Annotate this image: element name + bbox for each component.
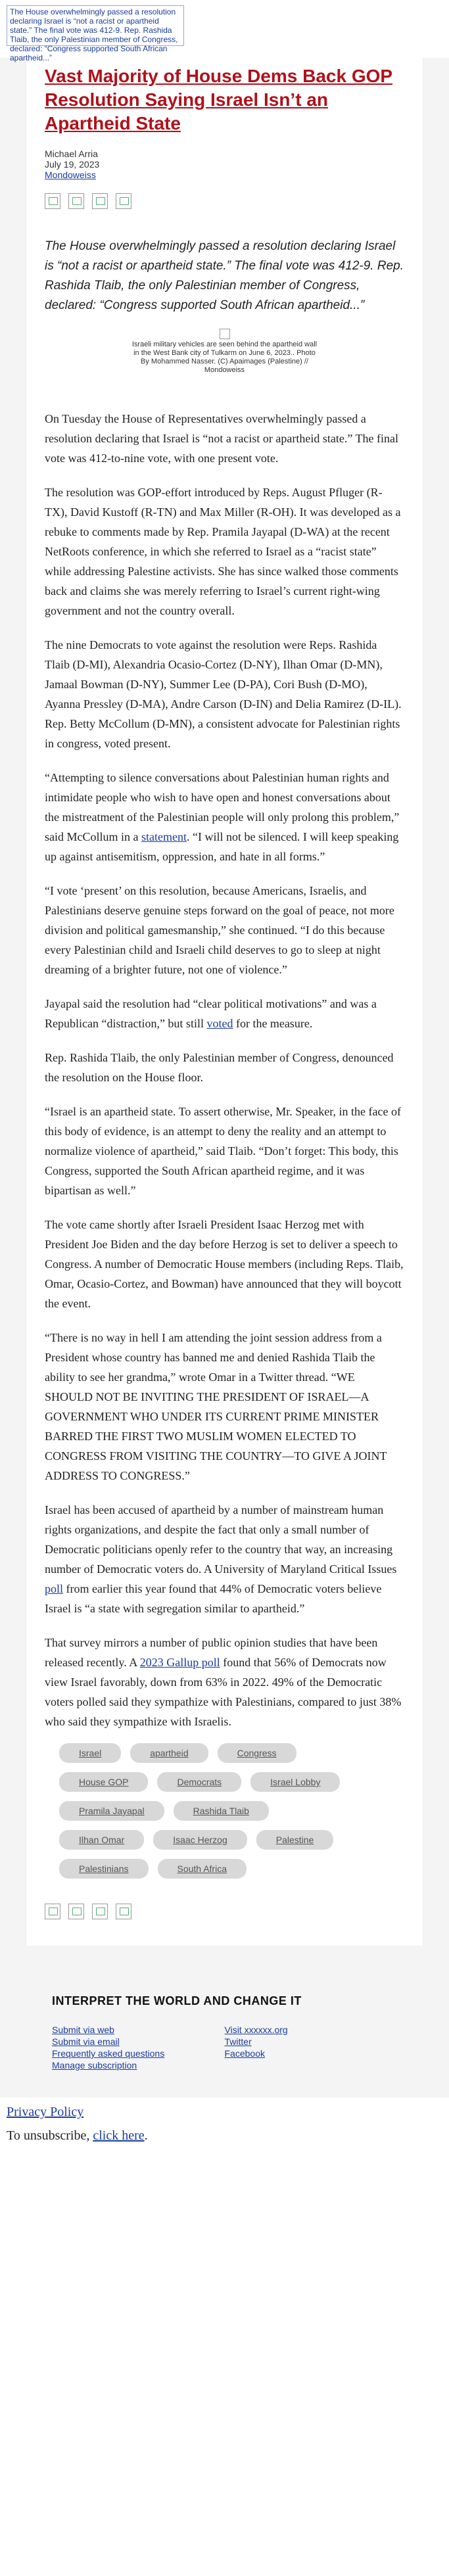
tag-palestine[interactable]: Palestine (256, 1830, 334, 1850)
tag-palestinians[interactable]: Palestinians (59, 1859, 149, 1879)
article-body (45, 409, 404, 1731)
tag-rashida-tlaib[interactable]: Rashida Tlaib (174, 1801, 269, 1821)
tag-israel[interactable]: Israel (59, 1743, 121, 1763)
source-link[interactable]: Mondoweiss (45, 170, 96, 180)
tag-south-africa[interactable]: South Africa (158, 1859, 247, 1879)
newsletter-body (0, 58, 449, 2097)
unsubscribe-link[interactable]: click here (93, 2128, 145, 2143)
footer-heading: INTERPRET THE WORLD AND CHANGE IT (52, 1994, 302, 2007)
paragraph: On Tuesday the House of Representatives overwhelmingly passed a resolution declaring that Israel is “not a racist or apartheid state.” The final vote was 412-to-nine vote, with one present vote. (45, 412, 398, 465)
tag-democrats[interactable]: Democrats (157, 1772, 241, 1792)
paragraph: The vote came shortly after Israeli President Isaac Herzog met with President Joe Biden and the day before Herzog is set to deliver a speech to Congress. A number of Democratic House members (including Reps. Tlaib, Omar, Ocasio-Cortez, and Bowman) have announced that they will boycott the event. (45, 1218, 404, 1310)
facebook-share-icon[interactable] (45, 1904, 60, 1919)
tag-congress[interactable]: Congress (218, 1743, 296, 1763)
tag-israel-lobby[interactable]: Israel Lobby (250, 1772, 340, 1792)
link-share-icon[interactable] (116, 1904, 131, 1919)
article-title[interactable]: Vast Majority of House Dems Back GOP Resolution Saying Israel Isn’t an Apartheid State (45, 66, 393, 133)
article-meta (45, 149, 404, 180)
paragraph: “Israel is an apartheid state. To assert otherwise, Mr. Speaker, in the face of this body of evidence, is an attempt to deny the reality and an attempt to normalize violence of apartheid,” said Tlaib. “Don’t forget: This body, this Congress, supported the South African apartheid regime, and it was bipartisan as well.” (45, 1105, 401, 1197)
tag-house-gop[interactable]: House GOP (59, 1772, 148, 1792)
submit-email-link[interactable]: Submit via email (52, 2036, 120, 2047)
privacy-policy-link[interactable]: Privacy Policy (7, 2105, 84, 2119)
paragraph: “Attempting to silence conversations about Palestinian human rights and intimidate people who wish to have open and honest conversations about the mistreatment of the Palestinian people will only prolong this problem,” said McCollum in a statement. “I will not be silenced. I will keep speaking up against antisemitism, oppression, and hate in all forms.” (45, 771, 400, 863)
article-photo (130, 329, 320, 375)
facebook-share-icon[interactable] (45, 193, 60, 209)
paragraph: Rep. Rashida Tlaib, the only Palestinian member of Congress, denounced the resolution on the House floor. (45, 1051, 394, 1084)
bottom-legal (0, 2097, 449, 2143)
facebook-link[interactable]: Facebook (224, 2048, 265, 2059)
twitter-share-icon[interactable] (68, 193, 84, 209)
paragraph: The nine Democrats to vote against the resolution were Reps. Rashida Tlaib (D-MI), Alexandria Ocasio-Cortez (D-NY), Ilhan Omar (D-MN), Jamaal Bowman (D-NY), Summer Lee (D-PA), Cori Bush (D-MO), Ayanna Pressley (D-MA), Andre Carson (D-IN) and Delia Ramirez (D-IL). Rep. Betty McCollum (D-MN), a consistent advocate for Palestinian rights in congress, voted present. (45, 638, 402, 750)
author: Michael Arria (45, 149, 98, 159)
twitter-share-icon[interactable] (68, 1904, 84, 1919)
twitter-link[interactable]: Twitter (224, 2036, 252, 2047)
visit-site-link[interactable]: Visit xxxxxx.org (224, 2025, 288, 2035)
article-excerpt: The House overwhelmingly passed a resolution declaring Israel is “not a racist or apartheid state.” The final vote was 412-9. Rep. Rashida Tlaib, the only Palestinian member of Congress, declared: “Congress supported South African apartheid...” (45, 239, 404, 312)
voted-link[interactable]: voted (206, 1017, 233, 1030)
header-image-alt: The House overwhelmingly passed a resolution declaring Israel is “not a racist or apartheid state.” The final vote was 412-9. Rep. Rashida Tlaib, the only Palestinian member of Congress, declared: “Congress supported South African apartheid...” (7, 5, 184, 46)
share-icons (45, 193, 404, 209)
faq-link[interactable]: Frequently asked questions (52, 2048, 165, 2059)
submit-web-link[interactable]: Submit via web (52, 2025, 114, 2035)
paragraph: The resolution was GOP-effort introduced by Reps. August Pfluger (R-TX), David Kustoff (R-TN) and Max Miller (R-OH). It was developed as a rebuke to comments made by Rep. Pramila Jayapal (D-WA) at the recent NetRoots conference, in which she referred to Israel as a “racist state” while addressing Palestine activists. She has since walked those comments back and claims she was merely referring to Israel’s current right-wing government and not the country overall. (45, 486, 401, 617)
footer-right-links (225, 2024, 398, 2071)
tag-list (45, 1743, 348, 1879)
article-card (26, 58, 423, 1946)
statement-link[interactable]: statement (141, 830, 187, 843)
manage-subscription-link[interactable]: Manage subscription (52, 2060, 137, 2071)
tag-ilhan-omar[interactable]: Ilhan Omar (59, 1830, 144, 1850)
date: July 19, 2023 (45, 159, 100, 170)
newsletter-footer (26, 1965, 423, 2084)
gallup-poll-link[interactable]: 2023 Gallup poll (139, 1656, 220, 1669)
tag-apartheid[interactable]: apartheid (130, 1743, 208, 1763)
photo-caption: Israeli military vehicles are seen behind the apartheid wall in the West Bank city of Tulkarm on June 6, 2023.. Photo By Mohammed Nasser. (C) Apaimages (Palestine) // Mondoweiss (131, 340, 318, 374)
poll-link[interactable]: poll (45, 1582, 64, 1595)
tag-pramila-jayapal[interactable]: Pramila Jayapal (59, 1801, 164, 1821)
paragraph: That survey mirrors a number of public opinion studies that have been released recently. A 2023 Gallup poll found that 56% of Democrats now view Israel favorably, down from 63% in 2022. 49% of the Democratic voters polled said they sympathize with Palestinians, compared to just 38% who said they sympathize with Israelis. (45, 1636, 402, 1728)
paragraph: “I vote ‘present’ on this resolution, because Americans, Israelis, and Palestinians deserve genuine steps forward on the goal of peace, not more division and political gamesmanship,” she continued. “I do this because every Palestinian child and Israeli child deserves to go to sleep at night dreaming of a brighter future, not one of violence.” (45, 884, 394, 976)
tag-isaac-herzog[interactable]: Isaac Herzog (153, 1830, 247, 1850)
share-icons-bottom (45, 1904, 404, 1919)
paragraph: “There is no way in hell I am attending the joint session address from a President whose country has banned me and denied Rashida Tlaib the ability to see her grandma,” wrote Omar in a Twitter thread. “WE SHOULD NOT BE INVITING THE PRESIDENT OF ISRAEL—A GOVERNMENT WHO UNDER ITS CURRENT PRIME MINISTER BARRED THE FIRST TWO MUSLIM WOMEN ELECTED TO CONGRESS FROM VISITING THE COUNTRY—TO GIVE A JOINT ADDRESS TO CONGRESS.” (45, 1331, 387, 1482)
paragraph: Jayapal said the resolution had “clear political motivations” and was a Republican “distraction,” but still voted for the measure. (45, 997, 377, 1030)
paragraph: Israel has been accused of apartheid by a number of mainstream human rights organizations, and despite the fact that only a small number of Democratic politicians openly refer to the country that way, an increasing number of Democratic voters do. A University of Maryland Critical Issues poll from earlier this year found that 44% of Democratic voters believe Israel is “a state with segregation similar to apartheid.” (45, 1503, 397, 1615)
footer-left-links (52, 2024, 225, 2071)
unsubscribe-text: To unsubscribe, click here. (7, 2128, 148, 2143)
link-share-icon[interactable] (116, 193, 131, 209)
email-share-icon[interactable] (92, 193, 108, 209)
email-share-icon[interactable] (92, 1904, 108, 1919)
image-placeholder-icon (220, 329, 230, 339)
